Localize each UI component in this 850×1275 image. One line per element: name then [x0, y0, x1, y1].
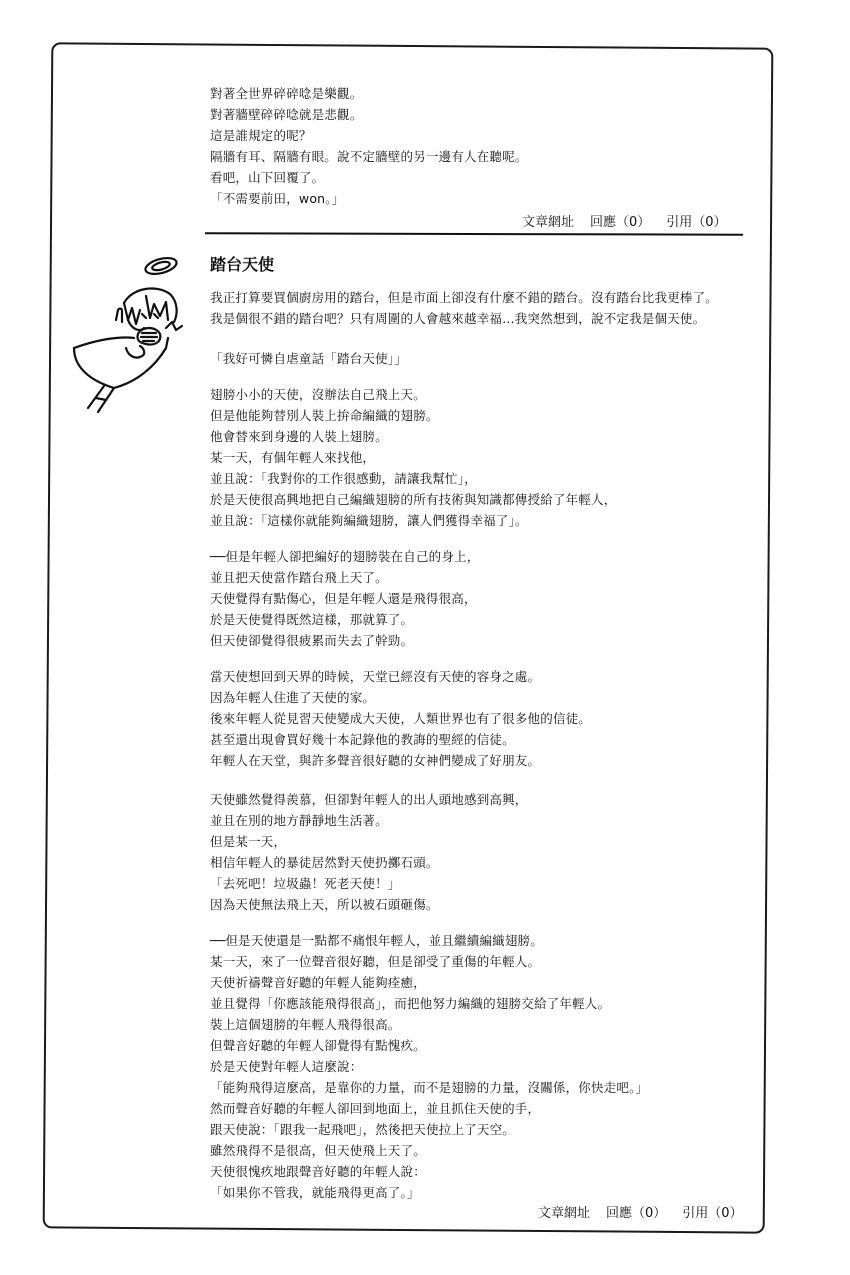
- post-text-line: 我正打算要買個廚房用的踏台，但是市面上卻沒有什麼不錯的踏台。沒有踏台比我更棒了。: [210, 290, 719, 305]
- post-text-line: 某一天，有個年輕人來找他，: [210, 450, 376, 465]
- post-text-line: 翅膀小小的天使，沒辦法自己飛上天。: [210, 387, 426, 402]
- post-text-line: 某一天，來了一位聲音很好聽，但是卻受了重傷的年輕人。: [210, 954, 541, 969]
- post-divider: [205, 232, 743, 235]
- post-text-line: 然而聲音好聽的年輕人卻回到地面上，並且抓住天使的手，: [210, 1101, 541, 1116]
- post-text-line: 跟天使說：「跟我一起飛吧」，然後把天使拉上了天空。: [210, 1122, 516, 1137]
- post-text-line: 天使雖然覺得羨慕，但卻對年輕人的出人頭地感到高興，: [210, 792, 528, 807]
- post-text-line: 甚至還出現會買好幾十本記錄他的教誨的聖經的信徒。: [210, 732, 515, 747]
- post-text-line: 因為天使無法飛上天，所以被石頭砸傷。: [210, 897, 439, 912]
- trackbacks-link[interactable]: 引用（0）: [682, 1206, 743, 1221]
- replies-link[interactable]: 回應（0）: [606, 1206, 667, 1221]
- post-text-line: 「如果你不管我，就能飛得更高了。」: [210, 1185, 420, 1200]
- permalink-link[interactable]: 文章網址: [522, 215, 575, 230]
- post-meta-links: [522, 211, 727, 230]
- post-text-line: 當天使想回到天界的時候，天堂已經沒有天使的容身之處。: [210, 669, 541, 684]
- post-text-line: 於是天使很高興地把自己編織翅膀的所有技術與知識都傳授給了年輕人，: [210, 492, 617, 507]
- replies-link[interactable]: 回應（0）: [590, 215, 651, 230]
- post-text-line: 「去死吧！垃圾蟲！死老天使！」: [210, 876, 401, 891]
- post-text-line: 後來年輕人從見習天使變成大天使，人類世界也有了很多他的信徒。: [210, 711, 592, 726]
- post-text-line: 並且覺得「你應該能飛得很高」，而把他努力編織的翅膀交給了年輕人。: [210, 996, 611, 1011]
- post-text-line: 裝上這個翅膀的年輕人飛得很高。: [210, 1017, 401, 1032]
- post-text-line: 天使祈禱聲音好聽的年輕人能夠痊癒，: [210, 975, 426, 990]
- post-text-line: ──但是天使還是一點都不痛恨年輕人，並且繼續編織翅膀。: [210, 933, 543, 948]
- post-text-line: 看吧，山下回覆了。: [210, 170, 325, 185]
- post-text-line: 他會替來到身邊的人裝上翅膀。: [210, 429, 388, 444]
- post-meta-links: [538, 1202, 743, 1221]
- angel-illustration-icon: [66, 248, 191, 413]
- post-text-line: 這是誰規定的呢？: [210, 128, 312, 143]
- post-text-line: 隔牆有耳、隔牆有眼。說不定牆壁的另一邊有人在聽呢。: [210, 149, 528, 164]
- post-text-line: ──但是年輕人卻把編好的翅膀裝在自己的身上，: [210, 549, 480, 564]
- post-title: 踏台天使: [210, 255, 275, 274]
- post-text-line: 「不需要前田，won。」: [210, 191, 345, 206]
- post-text-line: 對著牆壁碎碎唸就是悲觀。: [210, 107, 363, 122]
- post-text-line: 並且說：「我對你的工作很感動，請讓我幫忙」，: [210, 471, 477, 486]
- post-text-line: 於是天使覺得既然這樣，那就算了。: [210, 612, 414, 627]
- post-text-line: 但是某一天，: [210, 834, 287, 849]
- post-text-line: 但聲音好聽的年輕人卻覺得有點愧疚。: [210, 1038, 426, 1053]
- post-text-line: 並且把天使當作踏台飛上天了。: [210, 570, 388, 585]
- post-text-line: 天使很愧疚地跟聲音好聽的年輕人說：: [210, 1164, 426, 1179]
- post-text-line: 於是天使對年輕人這麼說：: [210, 1059, 363, 1074]
- post-text-line: 並且在別的地方靜靜地生活著。: [210, 813, 388, 828]
- trackbacks-link[interactable]: 引用（0）: [666, 215, 727, 230]
- post-text-line: 對著全世界碎碎唸是樂觀。: [210, 86, 363, 101]
- post-text-line: 但天使卻覺得很疲累而失去了幹勁。: [210, 633, 414, 648]
- post-text-line: 因為年輕人住進了天使的家。: [210, 690, 376, 705]
- post-text-line: 並且說：「這樣你就能夠編織翅膀，讓人們獲得幸福了」。: [210, 513, 528, 528]
- post-text-line: 我是個很不錯的踏台吧？只有周圍的人會越來越幸福…我突然想到，說不定我是個天使。: [210, 311, 706, 326]
- permalink-link[interactable]: 文章網址: [538, 1206, 591, 1221]
- post-text-line: 雖然飛得不是很高，但天使飛上天了。: [210, 1143, 426, 1158]
- post-text-line: 「能夠飛得這麼高，是靠你的力量，而不是翅膀的力量，沒關係，你快走吧。」: [210, 1080, 649, 1095]
- post-text-line: 相信年輕人的暴徒居然對天使扔擲石頭。: [210, 855, 439, 870]
- post-text-line: 天使覺得有點傷心，但是年輕人還是飛得很高，: [210, 591, 477, 606]
- post-text-line: 年輕人在天堂，與許多聲音很好聽的女神們變成了好朋友。: [210, 753, 541, 768]
- post-text-line: 但是他能夠替別人裝上拚命編織的翅膀。: [210, 408, 439, 423]
- post-text-line: 「我好可憐自虐童話「踏台天使」」: [210, 351, 407, 366]
